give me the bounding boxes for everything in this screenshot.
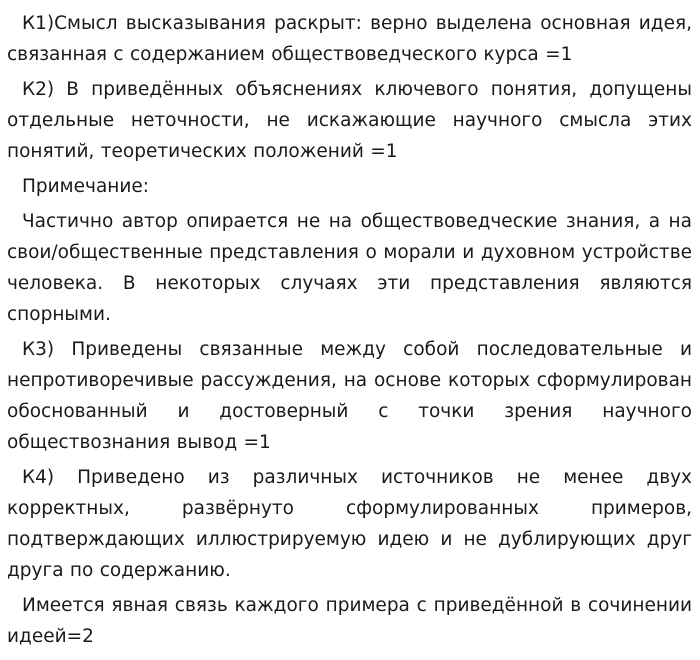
note-paragraph: Частично автор опирается не на обществоведческие знания, а на свои/общественные представления о морали и духовном устройстве человека. В некоторых случаях эти представления являются спорными. (7, 211, 692, 325)
note-heading: Примечание: (22, 176, 150, 197)
criterion-k4-paragraph: К4) Приведено из различных источников не менее двух корректных, развёрнуто сформулированных примеров, подтверждающих иллюстрируемую идею и не дублирующих друг друга по содержанию. (7, 467, 692, 581)
criterion-k1-paragraph: К1)Смысл высказывания раскрыт: верно выделена основная идея, связанная с содержанием обществоведческого курса =1 (7, 13, 692, 65)
criterion-k2-paragraph: К2) В приведённых объяснениях ключевого понятия, допущены отдельные неточности, не искажающие научного смысла этих понятий, теоретических положений =1 (7, 79, 692, 162)
criterion-k4-link-paragraph: Имеется явная связь каждого примера с приведённой в сочинении идеей=2 (7, 595, 692, 647)
criterion-k3-paragraph: К3) Приведены связанные между собой последовательные и непротиворечивые рассуждения, на основе которых сформулирован обоснованный и достоверный с точки зрения научного обществознания вывод =1 (7, 339, 692, 453)
